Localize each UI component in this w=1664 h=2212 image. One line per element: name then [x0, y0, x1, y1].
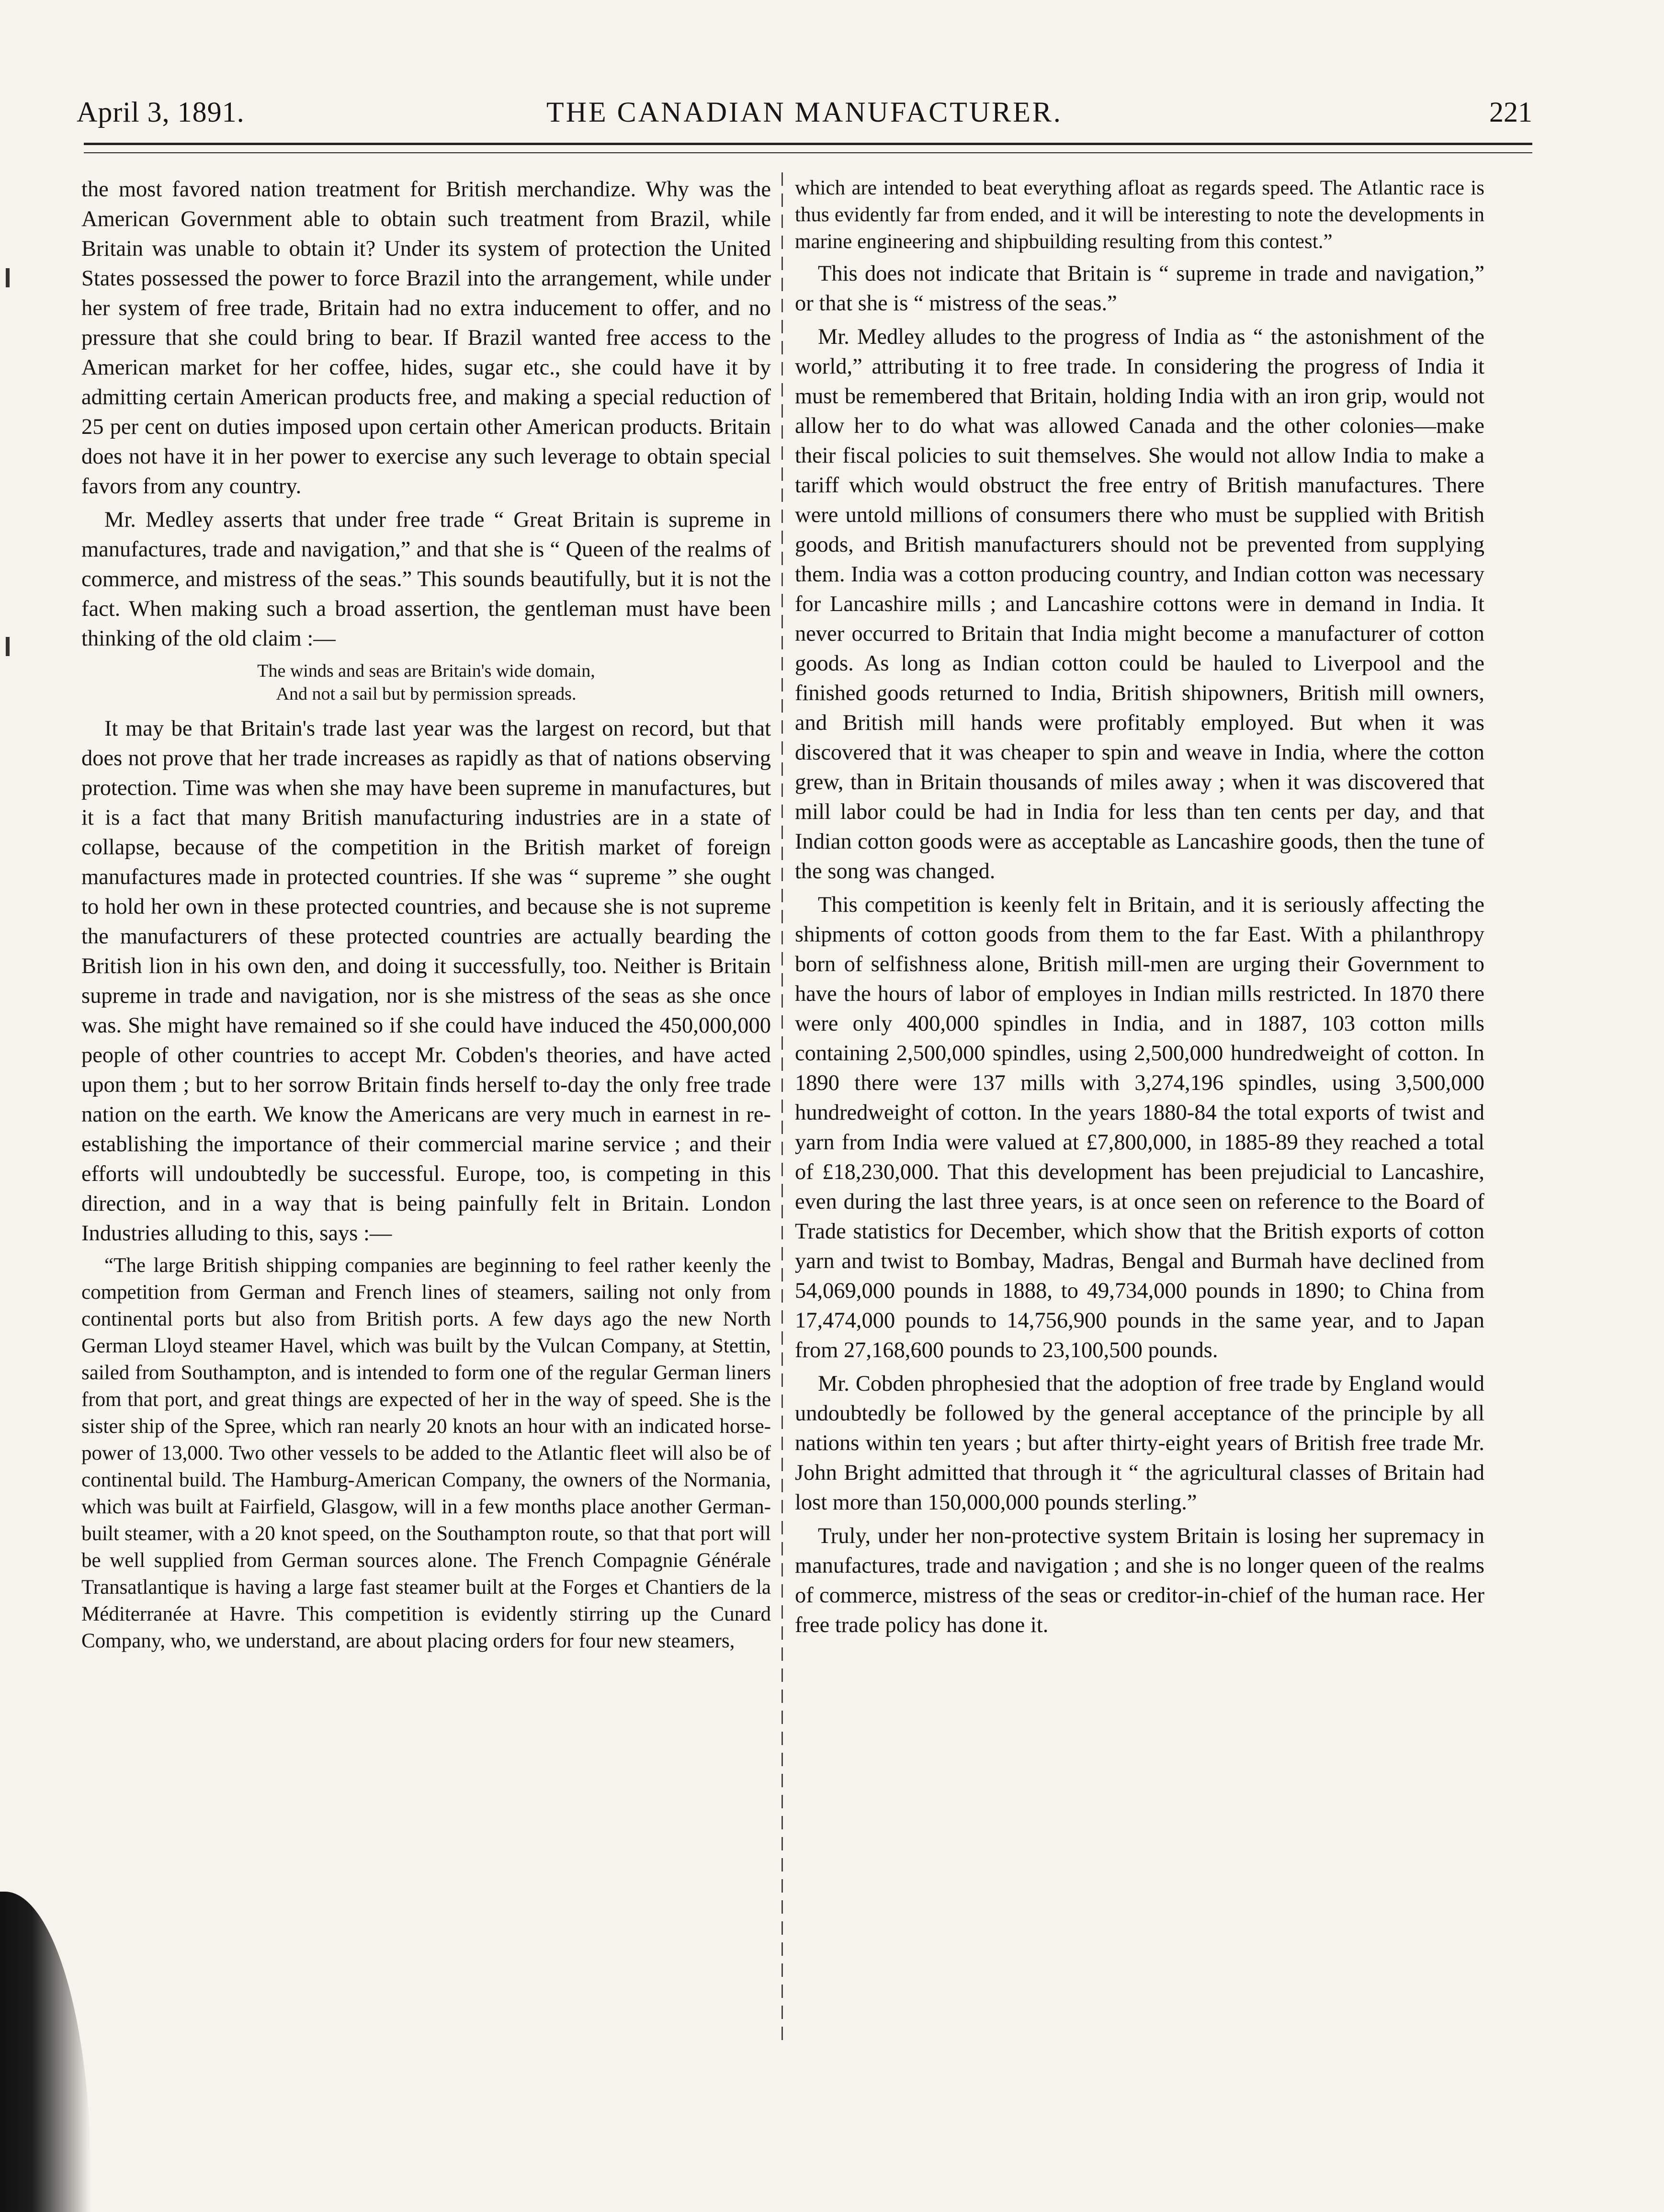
verse-line: And not a sail but by permission spreads.: [276, 684, 577, 704]
header-rule-thin: [84, 152, 1532, 153]
paragraph: Mr. Cobden phrophesied that the adoption of free trade by England would undoubtedly be followed by the general acceptance of the principle by all nations within ten years ; but after thirty-eight years of British free trade Mr. John Bright admitted that through it “ the agricultural classes of Britain had lost more than 150,000,000 pounds sterling.”: [795, 1372, 1484, 1515]
page-number: 221: [1489, 96, 1532, 128]
header-rule-thick: [84, 143, 1532, 145]
right-column: [795, 175, 1484, 1644]
paragraph: Mr. Medley asserts that under free trade “ Great Britain is supreme in manufactures, trade and navigation,” and that she is “ Queen of the realms of commerce, and mistress of the seas.” This sounds beautifully, but it is not the fact. When making such a broad assertion, the gentleman must have been thinking of the old claim :—: [81, 508, 771, 651]
verse-line: The winds and seas are Britain's wide domain,: [257, 661, 595, 681]
binding-mark: [6, 637, 10, 656]
column-divider: [781, 172, 783, 2040]
verse-quote: [81, 659, 771, 705]
paragraph: This does not indicate that Britain is “ supreme in trade and navigation,” or that she is “ mistress of the seas.”: [795, 261, 1484, 316]
publication-title: THE CANADIAN MANUFACTURER.: [546, 96, 1063, 128]
paragraph: the most favored nation treatment for British merchandize. Why was the American Government able to obtain such treatment from Brazil, while Britain was unable to obtain it? Under its system of protection the United States possessed the power to force Brazil into the arrangement, while under her system of free trade, Britain had no extra inducement to offer, and no pressure that she could bring to bear. If Brazil wanted free access to the American market for her coffee, hides, sugar etc., she could have it by admitting certain American products free, and making a special reduction of 25 per cent on duties imposed upon certain other American products. Britain does not have it in her power to exercise any such leverage to obtain special favors from any country.: [81, 177, 771, 499]
paragraph: Truly, under her non-protective system Britain is losing her supremacy in manufactures, trade and navigation ; and she is no longer queen of the realms of commerce, mistress of the seas or creditor-in-chief of the human race. Her free trade policy has done it.: [795, 1524, 1484, 1637]
page-header: [77, 91, 1532, 148]
quoted-paragraph: which are intended to beat everything afloat as regards speed. The Atlantic race is thus evidently far from ended, and it will be interesting to note the developments in marine engineering and shipbuilding resulting from this contest.”: [795, 177, 1484, 253]
binding-mark: [6, 268, 10, 287]
issue-date: April 3, 1891.: [77, 96, 245, 128]
left-column: [81, 175, 771, 1658]
paragraph: Mr. Medley alludes to the progress of India as “ the astonishment of the world,” attributing it to free trade. In considering the progress of India it must be remembered that Britain, holding India with an iron grip, would not allow her to do what was allowed Canada and the other colonies—make their fiscal policies to suit themselves. She would not allow India to make a tariff which would obstruct the free entry of British manufactures. There were untold millions of consumers there who must be supplied with British goods, and British manufacturers should not be prevented from supplying them. India was a cotton producing country, and Indian cotton was necessary for Lancashire mills ; and Lancashire cottons were in demand in India. It never occurred to Britain that India might become a manufacturer of cotton goods. As long as Indian cotton could be hauled to Liverpool and the finished goods returned to India, British shipowners, British mill owners, and British mill hands were profitably employed. But when it was discovered that it was cheaper to spin and weave in India, where the cotton grew, than in Britain thousands of miles away ; when it was discovered that mill labor could be had in India for less than ten cents per day, and that Indian cotton goods were as acceptable as Lancashire goods, then the tune of the song was changed.: [795, 325, 1484, 884]
quoted-paragraph: “The large British shipping companies are beginning to feel rather keenly the competition from German and French lines of steamers, sailing not only from continental ports but also from British ports. A few days ago the new North German Lloyd steamer Havel, which was built by the Vulcan Company, at Stettin, sailed from Southampton, and is intended to form one of the regular German liners from that port, and great things are expected of her in the way of speed. She is the sister ship of the Spree, which ran nearly 20 knots an hour with an indicated horse-power of 13,000. Two other vessels to be added to the Atlantic fleet will also be of continental build. The Hamburg-American Company, the owners of the Normania, which was built at Fairfield, Glasgow, will in a few months place another German-built steamer, with a 20 knot speed, on the Southampton route, so that that port will be well supplied from German sources alone. The French Compagnie Générale Transatlantique is having a large fast steamer built at the Forges et Chantiers de la Méditerranée at Havre. This competition is evidently stirring up the Cunard Company, who, we understand, are about placing orders for four new steamers,: [81, 1254, 771, 1652]
paragraph: It may be that Britain's trade last year was the largest on record, but that does not prove that her trade increases as rapidly as that of nations observing protection. Time was when she may have been supreme in manufactures, but it is a fact that many British manufacturing industries are in a state of collapse, because of the competition in the British market of foreign manufactures made in protected countries. If she was “ supreme ” she ought to hold her own in these protected countries, and because she is not supreme the manufacturers of these protected countries are actually bearding the British lion in his own den, and doing it successfully, too. Neither is Britain supreme in trade and navigation, nor is she mistress of the seas as she once was. She might have remained so if she could have induced the 450,000,000 people of other countries to accept Mr. Cobden's theories, and have acted upon them ; but to her sorrow Britain finds herself to-day the only free trade nation on the earth. We know the Americans are very much in earnest in re-establishing the importance of their commercial marine service ; and their efforts will undoubtedly be successful. Europe, too, is competing in this direction, and in a way that is being painfully felt in Britain. London Industries alluding to this, says :—: [81, 716, 771, 1246]
paragraph: This competition is keenly felt in Britain, and it is seriously affecting the shipments of cotton goods from them to the far East. With a philanthropy born of selfishness alone, British mill-men are urging their Government to have the hours of labor of employes in Indian mills restricted. In 1870 there were only 400,000 spindles in India, and in 1887, 103 cotton mills containing 2,500,000 spindles, using 2,500,000 hundredweight of cotton. In 1890 there were 137 mills with 3,274,196 spindles, using 3,500,000 hundredweight of cotton. In the years 1880-84 the total exports of twist and yarn from India were valued at £7,800,000, in 1885-89 they reached a total of £18,230,000. That this development has been prejudicial to Lancashire, even during the last three years, is at once seen on reference to the Board of Trade statistics for December, which show that the British exports of cotton yarn and twist to Bombay, Madras, Bengal and Burmah have declined from 54,069,000 pounds in 1888, to 49,734,000 pounds in 1890; to China from 17,474,000 pounds to 14,756,900 pounds in the same year, and to Japan from 27,168,600 pounds to 23,100,500 pounds.: [795, 893, 1484, 1362]
page-edge-shadow: [0, 1892, 91, 2212]
